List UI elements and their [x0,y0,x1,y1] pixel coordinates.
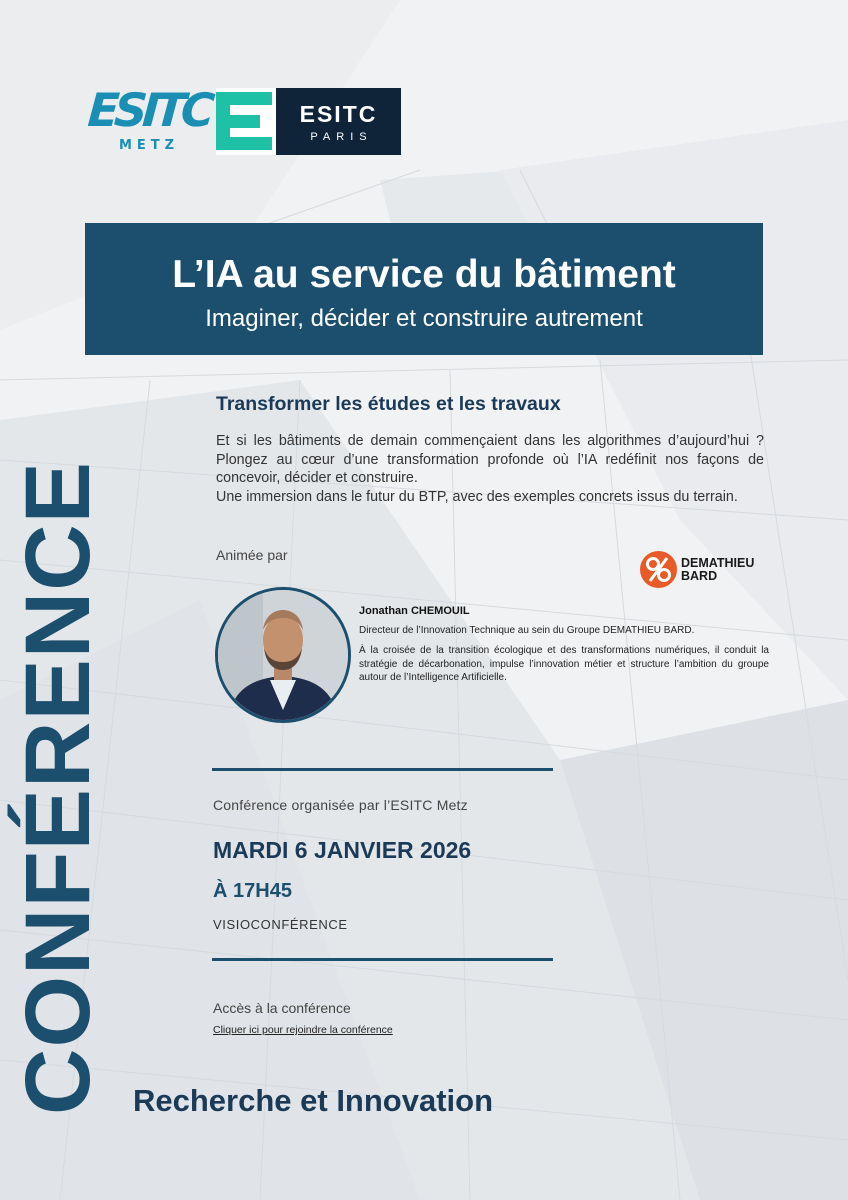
access-label: Accès à la conférence [213,1000,351,1016]
page-title: L’IA au service du bâtiment [172,253,676,296]
speaker-intro: Animée par [216,547,288,563]
event-date: MARDI 6 JANVIER 2026 [213,837,472,863]
esitc-paris-line1: ESITC [299,100,378,127]
speaker-role: Directeur de l’Innovation Technique au sein du Groupe DEMATHIEU BARD. [359,625,695,636]
footer-title: Recherche et Innovation [133,1083,494,1118]
esitc-paris-line2: PARIS [310,130,373,143]
divider-top [212,768,553,771]
description-paragraph-2: Une immersion dans le futur du BTP, avec des exemples concrets issus du terrain. [216,488,738,505]
organiser-text: Conférence organisée par l’ESITC Metz [213,797,468,813]
speaker-bio: À la croisée de la transition écologique et des transformations numériques, il conduit la stratégie de décarbonation, impulse l’innovation métier et structure l’ambition du groupe autour de l’Intelligence Artificielle. [359,645,769,683]
description-paragraph-1: Et si les bâtiments de demain commençaient dans les algorithmes d’aujourd’hui ? Plongez au cœur d’une transformation profonde où l’IA redéfinit nos façons de concevoir, décider et construire. [216,433,764,486]
vertical-conference-label: CONFÉRENCE [7,460,109,1115]
speaker-name: Jonathan CHEMOUIL [359,605,470,617]
demathieu-bard-logo-mark [640,551,677,588]
esitc-paris-e-mark [216,88,276,155]
esitc-paris-text-block [276,88,401,155]
join-conference-link[interactable]: Cliquer ici pour rejoindre la conférence [213,1024,393,1036]
esitc-metz-logo-sub: METZ [118,138,180,153]
page-subtitle: Imaginer, décider et construire autrement [205,305,643,332]
section-heading: Transformer les études et les travaux [216,393,561,415]
title-banner [85,223,763,355]
esitc-paris-logo [216,88,401,155]
demathieu-bard-line2: BARD [681,568,718,583]
esitc-metz-logo [86,83,212,156]
esitc-metz-logo-mark: ESITC [86,83,212,137]
demathieu-bard-logo [640,551,754,588]
speaker-photo [215,587,351,723]
event-time: À 17H45 [213,880,292,902]
description [216,432,764,506]
event-mode: VISIOCONFÉRENCE [213,917,348,932]
demathieu-bard-line1: DEMATHIEU [681,555,755,570]
divider-bottom [212,958,553,961]
